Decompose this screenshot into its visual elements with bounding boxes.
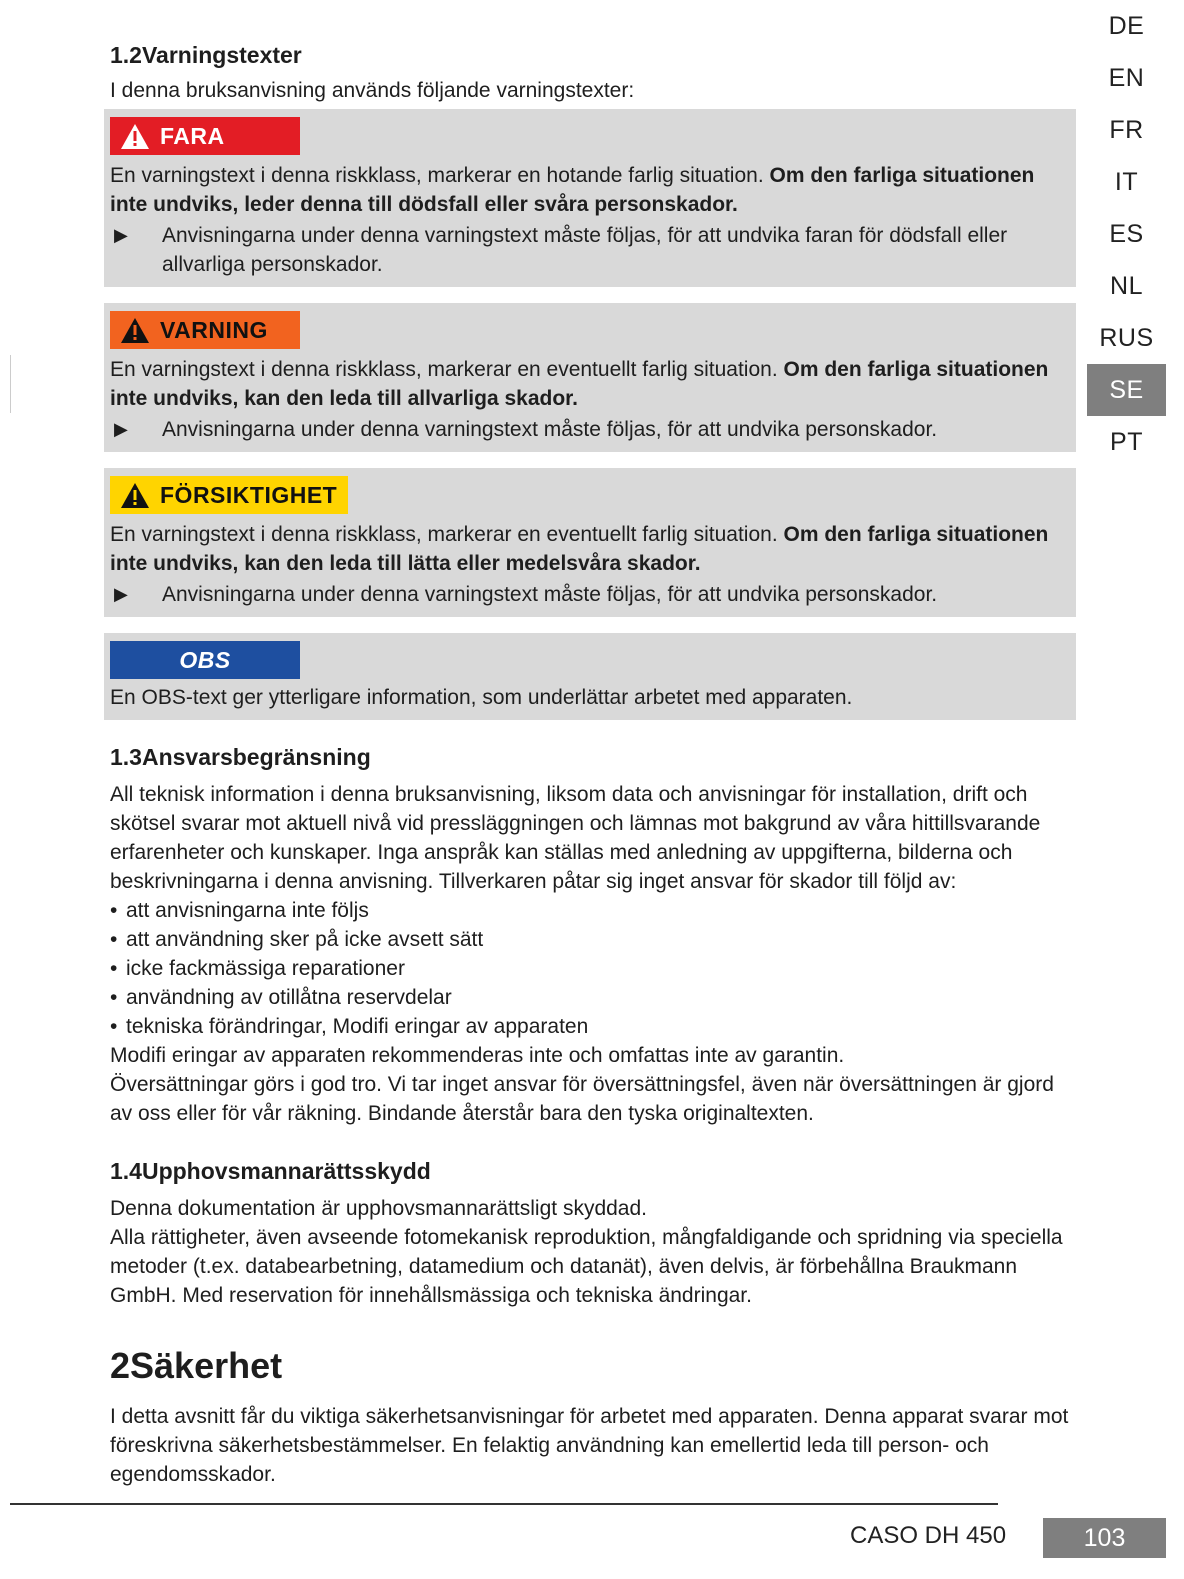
arrow-right-icon: ▶ (114, 419, 128, 439)
modification-note: Modifi eringar av apparaten rekommenderas inte och omfattas inte av garantin. (110, 1044, 845, 1067)
language-tab-se[interactable]: SE (1087, 364, 1166, 416)
section-lead-1-2: I denna bruksanvisning används följande varningstexter: (110, 79, 635, 102)
warning-box-fara (104, 109, 1076, 287)
note-text-obs: En OBS-text ger ytterligare information, som underlättar arbetet med apparaten. (110, 686, 853, 709)
list-item: • tekniska förändringar, Modifi eringar av apparaten (110, 1012, 1070, 1041)
list-item: • att anvisningarna inte följs (110, 896, 1070, 925)
signal-label-obs: OBS (179, 646, 231, 673)
warning-consequence-varning: Om den farliga situationen inte undviks, kan den leda till allvarliga skador. (110, 358, 1049, 410)
copyright-text-1: Denna dokumentation är upphovsmannarättsligt skyddad. (110, 1197, 647, 1220)
translation-note: Översättningar görs i god tro. Vi tar inget ansvar för översättningsfel, även när översättningen är gjord av oss eller för vår räkning. Bindande återstår bara den tyska originaltexten. (110, 1073, 1054, 1125)
footer-model-name: CASO DH 450 (850, 1522, 1007, 1549)
section-intro-1-3: All teknisk information i denna bruksanvisning, liksom data och anvisningar för installation, drift och skötsel svarar mot aktuell nivå vid pressläggningen och lämnas mot bakgrund av våra hittillsvarande erfarenheter och kunskaper. Inga anspråk kan ställas med anledning av uppgifterna, bilderna och beskrivningarna i denna anvisning. Tillverkaren påtar sig inget ansvar för skador till följd av: (110, 783, 1041, 893)
warning-instruction-forsiktighet: ▶ Anvisningarna under denna varningstext måste följas, för att undvika personskador. (110, 580, 1076, 609)
footer-divider (10, 1503, 998, 1505)
list-item: • icke fackmässiga reparationer (110, 954, 1070, 983)
warning-instruction-fara: ▶ Anvisningarna under denna varningstext måste följas, för att undvika faran för dödsfall eller allvarliga personskador. (110, 221, 1076, 279)
note-box-obs (104, 633, 1076, 720)
chapter-heading-2: 2Säkerhet (110, 1345, 283, 1386)
list-item: • att användning sker på icke avsett sätt (110, 925, 1070, 954)
signal-badge-fara (110, 117, 300, 155)
page-edge-mark (10, 355, 11, 413)
warning-text-forsiktighet: En varningstext i denna riskklass, markerar en eventuellt farlig situation. Om den farliga situationen inte undviks, kan den leda till lätta eller medelsvåra skador. (110, 523, 1049, 575)
section-heading-1-2: 1.2Varningstexter (110, 42, 302, 68)
warning-text-fara: En varningstext i denna riskklass, markerar en hotande farlig situation. Om den farliga situationen inte undviks, leder denna till dödsfall eller svåra personskador. (110, 164, 1035, 216)
warning-instruction-varning: ▶ Anvisningarna under denna varningstext måste följas, för att undvika personskador. (110, 415, 1076, 444)
list-item: • användning av otillåtna reservdelar (110, 983, 1070, 1012)
warning-text-varning: En varningstext i denna riskklass, markerar en eventuellt farlig situation. Om den farliga situationen inte undviks, kan den leda till allvarliga skador. (110, 358, 1049, 410)
warning-triangle-icon (120, 123, 150, 150)
language-tab-rus[interactable]: RUS (1099, 323, 1154, 352)
language-tabs (1087, 0, 1166, 468)
language-tab-fr[interactable]: FR (1109, 115, 1144, 144)
section-heading-1-3: 1.3Ansvarsbegränsning (110, 744, 371, 770)
page-number: 103 (1043, 1518, 1166, 1558)
bullet-dot: • (110, 899, 118, 922)
arrow-right-icon: ▶ (114, 584, 128, 604)
bullet-dot: • (110, 957, 118, 980)
signal-badge-forsiktighet (110, 476, 348, 514)
warning-box-varning (104, 303, 1076, 452)
warning-consequence-fara: Om den farliga situationen inte undviks, leder denna till dödsfall eller svåra personskador. (110, 164, 1035, 216)
signal-badge-varning (110, 311, 300, 349)
language-tab-de[interactable]: DE (1108, 11, 1145, 40)
safety-intro: I detta avsnitt får du viktiga säkerhetsanvisningar för arbetet med apparaten. Denna apparat svarar mot föreskrivna säkerhetsbestämmelser. En felaktig användning kan emellertid leda till person- och egendomsskador. (110, 1405, 1069, 1486)
bullet-dot: • (110, 986, 118, 1009)
arrow-right-icon: ▶ (114, 225, 128, 245)
warning-consequence-forsiktighet: Om den farliga situationen inte undviks, kan den leda till lätta eller medelsvåra skador. (110, 523, 1049, 575)
warning-box-forsiktighet (104, 468, 1076, 617)
section-heading-1-4: 1.4Upphovsmannarättsskydd (110, 1158, 431, 1184)
language-tab-es[interactable]: ES (1109, 219, 1144, 248)
language-tab-it[interactable]: IT (1114, 167, 1139, 196)
language-tab-pt[interactable]: PT (1110, 427, 1143, 456)
page-content (110, 40, 1070, 1489)
signal-label-forsiktighet: FÖRSIKTIGHET (160, 481, 338, 508)
language-tab-nl[interactable]: NL (1110, 271, 1143, 300)
warning-triangle-icon (120, 482, 150, 509)
warning-triangle-icon (120, 317, 150, 344)
signal-badge-obs (110, 641, 300, 679)
copyright-text-2: Alla rättigheter, även avseende fotomekanisk reproduktion, mångfaldigande och spridning via speciella metoder (t.ex. databearbetning, datamedium och datanät), även delvis, är förbehållna Braukmann GmbH. Med reservation för innehållsmässiga och tekniska ändringar. (110, 1226, 1063, 1307)
language-tab-en[interactable]: EN (1108, 63, 1145, 92)
bullet-dot: • (110, 1015, 118, 1038)
signal-label-varning: VARNING (160, 316, 268, 343)
liability-list (110, 896, 1070, 1041)
signal-label-fara: FARA (160, 122, 225, 149)
bullet-dot: • (110, 928, 118, 951)
